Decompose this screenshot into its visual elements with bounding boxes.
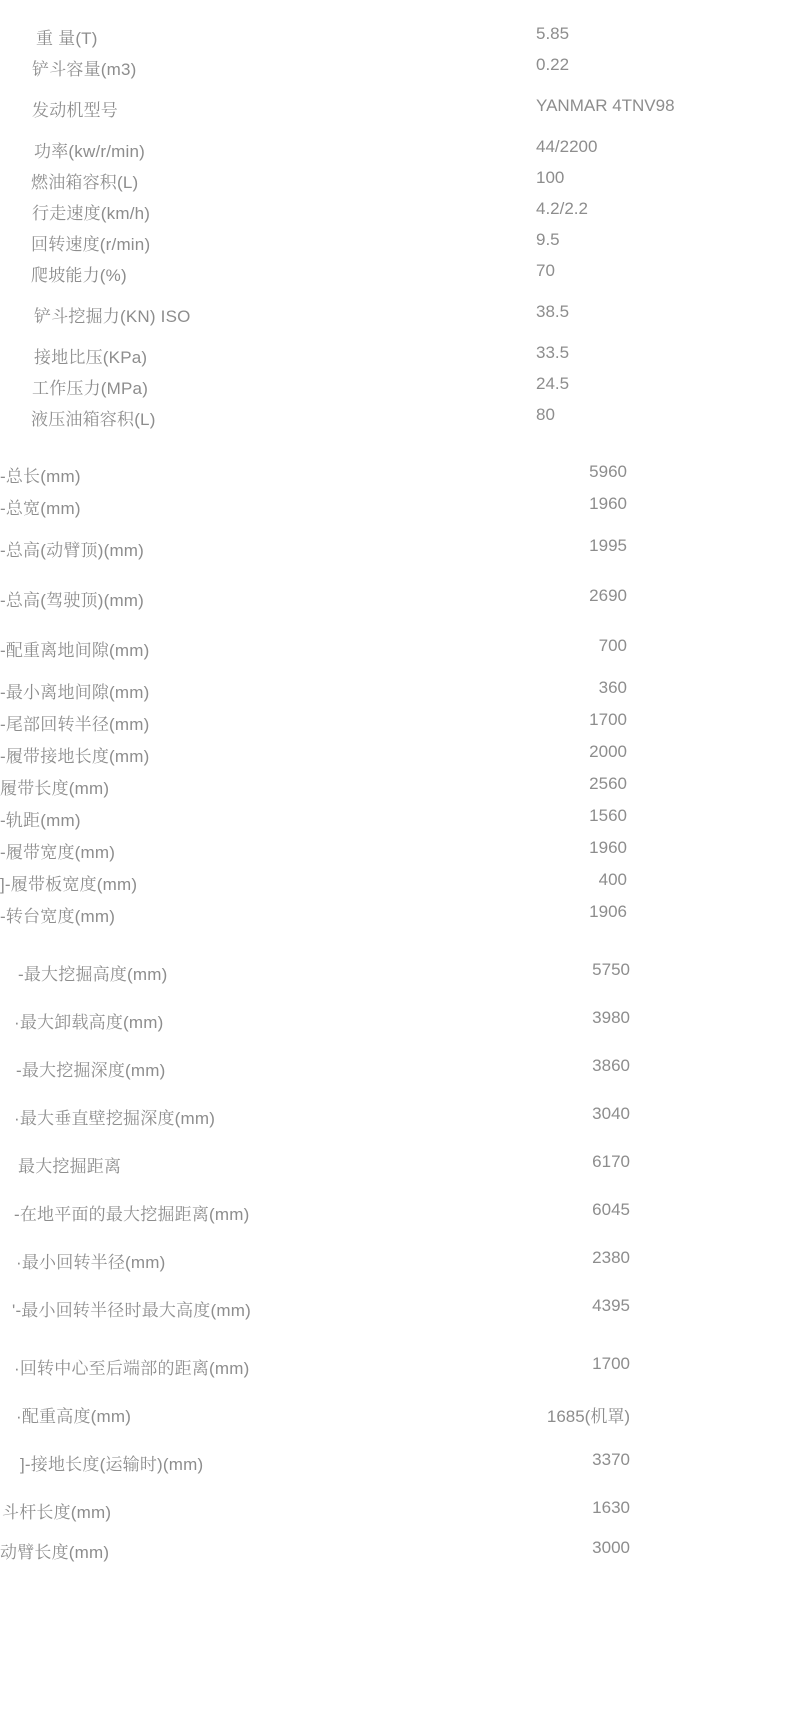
table-row [0,1402,800,1450]
section-spacer [0,934,800,960]
row-value: 80 [536,405,555,424]
row-label: ·最大垂直壁挖掘深度(mm) [14,1109,216,1128]
row-value: 2000 [589,742,627,761]
row-value: 400 [598,870,627,889]
table-row [0,536,800,568]
row-spacer [0,292,800,302]
row-value: 1906 [589,902,627,921]
table-row [0,870,800,902]
table-row [0,494,800,526]
table-row [0,678,800,710]
row-label: 发动机型号 [32,101,118,120]
table-row [0,343,800,374]
row-label: 接地比压(KPa) [34,348,148,367]
row-value: 5960 [589,462,627,481]
row-value: 700 [598,636,627,655]
table-row [0,710,800,742]
table-row [0,838,800,870]
row-label: 铲斗挖掘力(KN) ISO [34,307,191,326]
row-label: -转台宽度(mm) [0,907,116,926]
row-value: 1995 [589,536,627,555]
row-value: 3980 [592,1008,630,1027]
row-value: 0.22 [536,55,570,74]
row-value: 4.2/2.2 [536,199,588,218]
table-row [0,1498,800,1538]
table-row [0,586,800,618]
table-row [0,742,800,774]
row-spacer [0,618,800,636]
row-value: 3860 [592,1056,630,1075]
row-value: 100 [536,168,565,187]
row-value: 1560 [589,806,627,825]
row-value: 1960 [589,494,627,513]
table-row [0,55,800,86]
row-label: -最小离地间隙(mm) [0,683,150,702]
row-spacer [0,526,800,536]
row-label: -尾部回转半径(mm) [0,715,150,734]
row-label: 工作压力(MPa) [32,379,149,398]
row-label: 动臂长度(mm) [0,1543,110,1562]
row-value: 1630 [592,1498,630,1517]
row-label: -在地平面的最大挖掘距离(mm) [14,1205,250,1224]
row-label: -最大挖掘高度(mm) [18,965,168,984]
table-row [0,1538,800,1578]
row-label: -总宽(mm) [0,499,81,518]
section-specs [0,24,800,436]
table-row [0,902,800,934]
table-row [0,1200,800,1248]
row-value: 3000 [592,1538,630,1557]
table-row [0,1056,800,1104]
row-value: 360 [598,678,627,697]
table-row [0,261,800,292]
top-spacer [0,0,800,24]
row-value: 70 [536,261,555,280]
row-label: ·最小回转半径(mm) [16,1253,166,1272]
row-value: 3040 [592,1104,630,1123]
row-value: 9.5 [536,230,560,249]
table-row [0,636,800,668]
row-label: -最大挖掘深度(mm) [16,1061,166,1080]
table-row [0,96,800,127]
table-row [0,137,800,168]
row-label: -履带接地长度(mm) [0,747,150,766]
table-row [0,1296,800,1344]
row-label: -轨距(mm) [0,811,81,830]
table-row [0,1354,800,1402]
table-row [0,405,800,436]
row-value: 1960 [589,838,627,857]
table-row [0,1104,800,1152]
row-value: 4395 [592,1296,630,1315]
table-row [0,1248,800,1296]
row-value: 44/2200 [536,137,598,156]
table-row [0,230,800,261]
table-row [0,24,800,55]
row-spacer [0,668,800,678]
row-label: 燃油箱容积(L) [31,173,139,192]
row-label: 行走速度(km/h) [32,204,151,223]
row-value: 3370 [592,1450,630,1469]
section-dimensions [0,462,800,934]
row-label: ·最大卸载高度(mm) [14,1013,164,1032]
row-label: '-最小回转半径时最大高度(mm) [12,1301,251,1320]
row-value: YANMAR 4TNV98 [536,96,675,115]
row-value: 5750 [592,960,630,979]
row-spacer [0,333,800,343]
row-label: 履带长度(mm) [0,779,110,798]
row-value: 38.5 [536,302,570,321]
row-label: -履带宽度(mm) [0,843,116,862]
row-label: 铲斗容量(m3) [32,60,137,79]
row-value: 1700 [589,710,627,729]
table-row [0,960,800,1008]
row-label: ]-接地长度(运输时)(mm) [20,1455,204,1474]
row-value: 1700 [592,1354,630,1373]
row-value: 1685(机罩) [546,1407,630,1426]
row-label: 斗杆长度(mm) [2,1503,112,1522]
row-label: ·配重高度(mm) [16,1407,132,1426]
row-label: -总高(动臂顶)(mm) [0,541,145,560]
table-row [0,774,800,806]
row-label: 功率(kw/r/min) [34,142,145,161]
row-spacer [0,127,800,137]
row-spacer [0,568,800,586]
row-value: 5.85 [536,24,570,43]
section-working-range [0,960,800,1578]
row-label: 最大挖掘距离 [18,1157,122,1176]
section-spacer [0,436,800,462]
row-label: 回转速度(r/min) [31,235,151,254]
row-spacer [0,86,800,96]
table-row [0,462,800,494]
table-row [0,1008,800,1056]
row-label: -配重离地间隙(mm) [0,641,150,660]
row-label: ·回转中心至后端部的距离(mm) [14,1359,250,1378]
row-label: 重 量(T) [36,29,98,48]
row-value: 6045 [592,1200,630,1219]
row-value: 24.5 [536,374,570,393]
table-row [0,806,800,838]
table-row [0,1450,800,1498]
row-value: 33.5 [536,343,570,362]
table-row [0,168,800,199]
row-value: 6170 [592,1152,630,1171]
table-row [0,1152,800,1200]
row-label: ]-履带板宽度(mm) [0,875,138,894]
table-row [0,374,800,405]
row-value: 2380 [592,1248,630,1267]
row-spacer [0,1344,800,1354]
row-value: 2690 [589,586,627,605]
row-value: 2560 [589,774,627,793]
row-label: -总高(驾驶顶)(mm) [0,591,145,610]
row-label: -总长(mm) [0,467,81,486]
row-label: 爬坡能力(%) [31,266,127,285]
table-row [0,302,800,333]
row-label: 液压油箱容积(L) [31,410,156,429]
table-row [0,199,800,230]
